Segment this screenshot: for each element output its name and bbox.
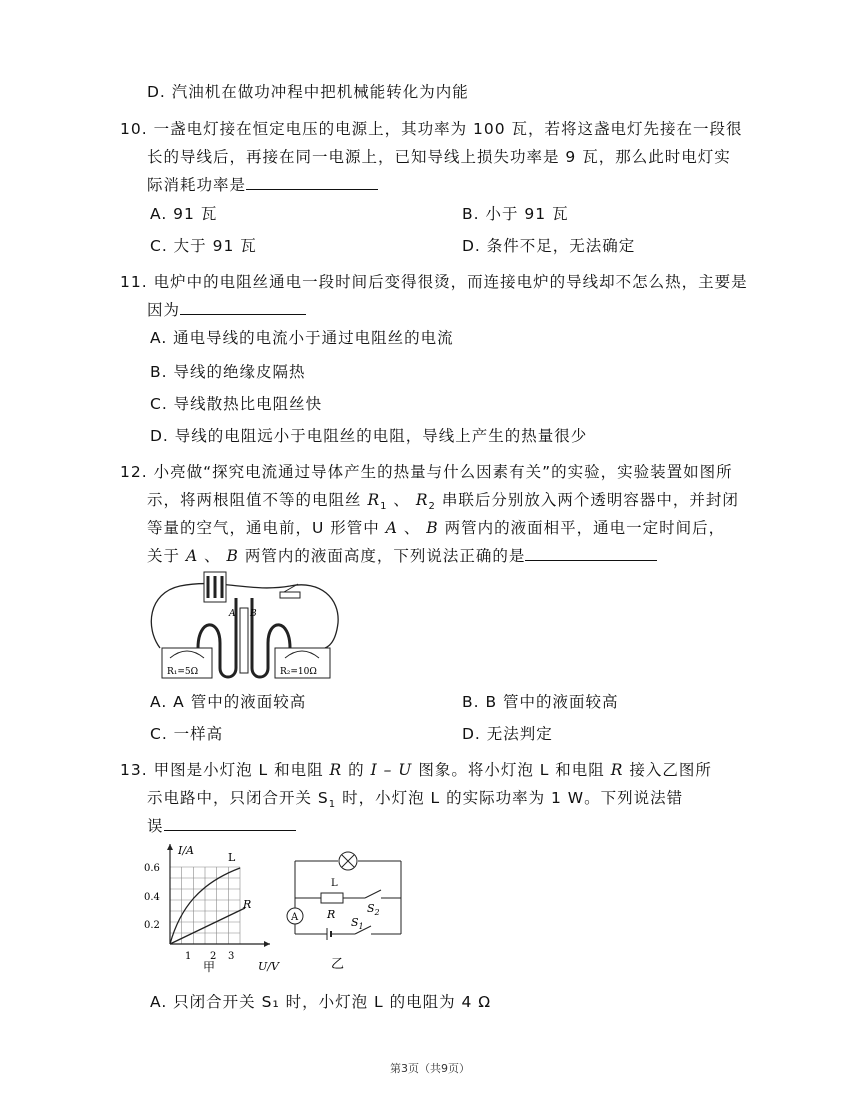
s1-label: $S_1$ bbox=[351, 916, 364, 931]
ammeter-label: A bbox=[291, 912, 299, 923]
q10-text-line2: 长的导线后，再接在同一电源上，已知导线上损失功率是 9 瓦，那么此时电灯实 bbox=[147, 148, 731, 166]
resistor-icon bbox=[321, 893, 343, 903]
y-tick: 0.4 bbox=[144, 892, 160, 903]
q13-option-a: A. 只闭合开关 S₁ 时，小灯泡 L 的电阻为 4 Ω bbox=[150, 993, 492, 1011]
y-tick: 0.2 bbox=[144, 920, 160, 931]
curve-label-l: L bbox=[228, 851, 236, 864]
answer-blank[interactable] bbox=[525, 546, 657, 561]
q12-option-b: B. B 管中的液面较高 bbox=[462, 693, 619, 711]
battery-icon bbox=[204, 572, 226, 602]
q12-apparatus-figure bbox=[140, 568, 350, 683]
y-tick: 0.6 bbox=[144, 863, 160, 874]
q10-option-a: A. 91 瓦 bbox=[150, 205, 218, 223]
q12-option-d: D. 无法判定 bbox=[462, 725, 553, 743]
answer-blank[interactable] bbox=[164, 816, 296, 831]
switch-s2-icon bbox=[365, 890, 381, 898]
q11-text-line2: 因为 bbox=[147, 298, 306, 320]
q12-text-line4: 关于 A 、 B 两管内的液面高度，下列说法正确的是 bbox=[147, 544, 657, 566]
q12-option-a: A. A 管中的液面较高 bbox=[150, 693, 307, 711]
x-axis-label: U/V bbox=[258, 960, 279, 973]
lamp-label: L bbox=[331, 878, 338, 889]
q11-option-d: D. 导线的电阻远小于电阻丝的电阻，导线上产生的热量很少 bbox=[150, 427, 588, 445]
q10-option-b: B. 小于 91 瓦 bbox=[462, 205, 569, 223]
circuit-caption: 乙 bbox=[331, 957, 345, 972]
q12-option-c: C. 一样高 bbox=[150, 725, 224, 743]
y-axis-label: I/A bbox=[178, 844, 194, 857]
q12-text-line3: 等量的空气，通电前，U 形管中 A 、 B 两管内的液面相平，通电一定时间后， bbox=[147, 519, 726, 537]
q10-option-d: D. 条件不足，无法确定 bbox=[462, 237, 636, 255]
q10-option-c: C. 大于 91 瓦 bbox=[150, 237, 257, 255]
label-tube-a: A bbox=[229, 609, 236, 619]
page-footer: 第3页（共9页） bbox=[390, 1062, 470, 1075]
q13-text-line3: 误 bbox=[147, 814, 296, 836]
q11-option-c: C. 导线散热比电阻丝快 bbox=[150, 395, 323, 413]
label-r2: R₂=10Ω bbox=[280, 667, 317, 677]
q13-circuit-diagram bbox=[283, 846, 408, 976]
label-tube-b: B bbox=[250, 609, 257, 619]
q10-text-line3: 际消耗功率是 bbox=[147, 173, 378, 195]
q10-text-line1: 10. 一盏电灯接在恒定电压的电源上，其功率为 100 瓦，若将这盏电灯先接在一段很 bbox=[120, 120, 743, 138]
q12-text-line2: 示，将两根阻值不等的电阻丝 $R_1$ 、 $R_2$ 串联后分别放入两个透明容器中，并封闭 bbox=[147, 491, 739, 513]
q13-text-line2: 示电路中，只闭合开关 $S_1$ 时，小灯泡 L 的实际功率为 1 W。下列说法错 bbox=[147, 789, 684, 811]
label-r1: R₁=5Ω bbox=[167, 667, 199, 677]
q13-text-line1: 13. 甲图是小灯泡 L 和电阻 R 的 I – U 图象。将小灯泡 L 和电阻 R 接入乙图所 bbox=[120, 761, 712, 779]
x-tick: 2 bbox=[210, 951, 217, 962]
q11-option-a: A. 通电导线的电流小于通过电阻丝的电流 bbox=[150, 329, 454, 347]
answer-blank[interactable] bbox=[180, 300, 306, 315]
q11-option-b: B. 导线的绝缘皮隔热 bbox=[150, 363, 306, 381]
curve-label-r: R bbox=[243, 898, 252, 911]
x-tick: 3 bbox=[228, 951, 235, 962]
s2-label: $S_2$ bbox=[367, 902, 380, 917]
q13-iu-graph bbox=[140, 838, 285, 973]
q9-option-d: D. 汽油机在做功冲程中把机械能转化为内能 bbox=[147, 83, 469, 101]
resistor-label: R bbox=[327, 908, 336, 921]
answer-blank[interactable] bbox=[246, 175, 378, 190]
q12-text-line1: 12. 小亮做“探究电流通过导体产生的热量与什么因素有关”的实验，实验装置如图所 bbox=[120, 463, 733, 481]
graph-caption: 甲 bbox=[203, 960, 216, 973]
x-tick: 1 bbox=[185, 951, 192, 962]
q11-text-line1: 11. 电炉中的电阻丝通电一段时间后变得很烫，而连接电炉的导线却不怎么热，主要是 bbox=[120, 273, 748, 291]
